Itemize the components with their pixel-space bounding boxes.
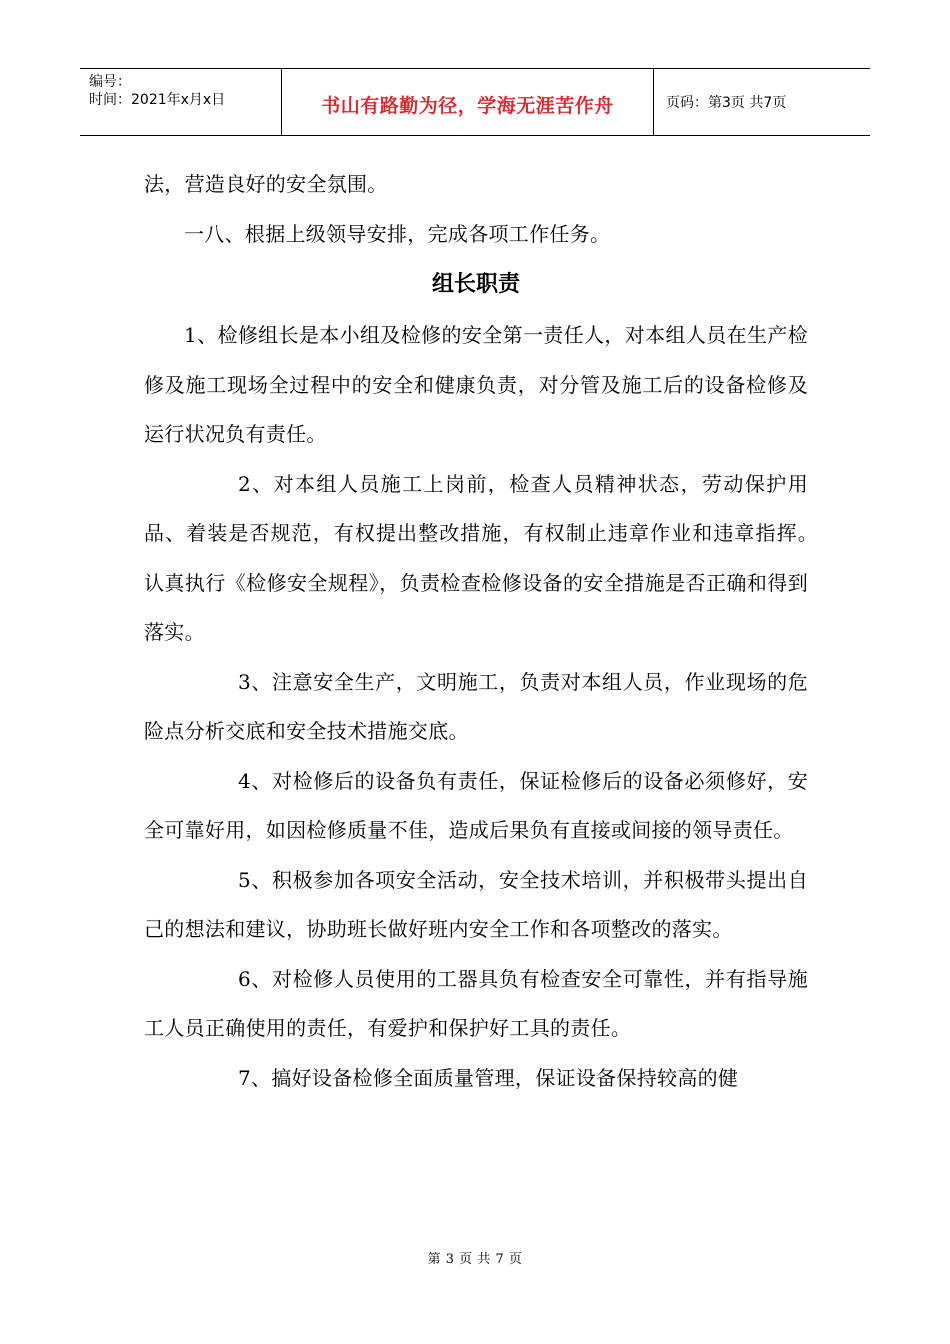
- duty-item-1: 1、检修组长是本小组及检修的安全第一责任人，对本组人员在生产检修及施工现场全过程中的安全和健康负责，对分管及施工后的设备检修及运行状况负有责任。: [144, 323, 808, 446]
- header-page-cell: [654, 69, 870, 135]
- paragraph-continuation: 法，营造良好的安全氛围。: [144, 172, 388, 196]
- duty-item-2: 2、对本组人员施工上岗前，检查人员精神状态，劳动保护用品、着装是否规范，有权提出整改措施，有权制止违章作业和违章指挥。 认真执行《检修安全规程》，负责检查检修设备的安全措施是否正确和得到落实。: [144, 471, 829, 644]
- page-footer: 第 3 页 共 7 页: [427, 1252, 523, 1267]
- duty-item-3: 3、注意安全生产，文明施工，负责对本组人员，作业现场的危险点分析交底和安全技术措施交底。: [144, 669, 808, 743]
- document-date: 时间：2021年x月x日: [89, 92, 226, 108]
- duty-item-6: 6、对检修人员使用的工器具负有检查安全可靠性，并有指导施工人员正确使用的责任，有爱护和保护好工具的责任。: [144, 966, 808, 1040]
- duty-item-4: 4、对检修后的设备负有责任，保证检修后的设备必须修好，安全可靠好用，如因检修质量不佳，造成后果负有直接或间接的领导责任。: [144, 768, 808, 842]
- document-number-label: 编号：: [89, 74, 131, 90]
- duty-item-7: 7、搞好设备检修全面质量管理，保证设备保持较高的健: [238, 1065, 739, 1090]
- header-page-info: 页码：第3页 共7页: [666, 95, 787, 111]
- document-header: [80, 68, 870, 136]
- section-title: 组长职责: [431, 272, 520, 297]
- paragraph-item-18: 一八、根据上级领导安排，完成各项工作任务。: [184, 221, 611, 246]
- header-meta-cell: [80, 69, 282, 135]
- header-motto: 书山有路勤为径，学海无涯苦作舟: [321, 94, 614, 117]
- document-body: [144, 160, 829, 1103]
- header-motto-cell: [282, 69, 654, 135]
- duty-item-5: 5、积极参加各项安全活动，安全技术培训，并积极带头提出自己的想法和建议，协助班长做好班内安全工作和各项整改的落实。: [144, 867, 808, 941]
